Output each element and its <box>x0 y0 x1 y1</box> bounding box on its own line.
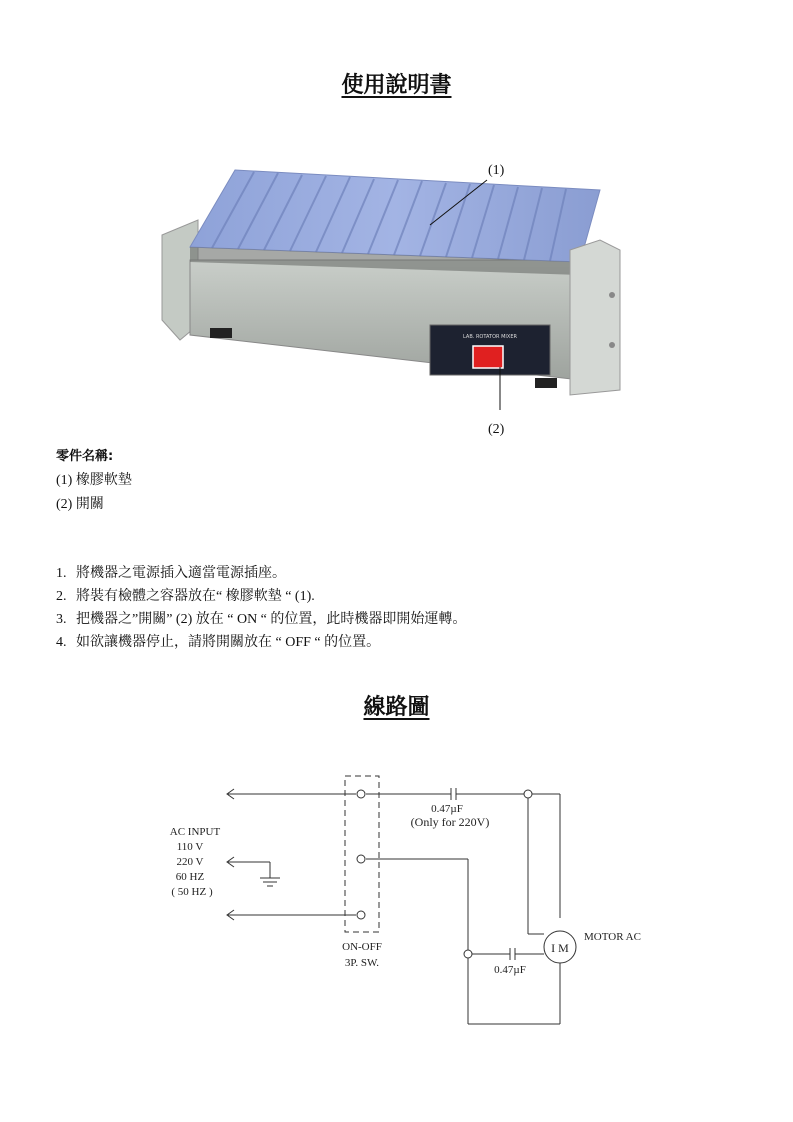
cap-top-value: 0.47µF <box>431 803 463 815</box>
motor-label: MOTOR AC <box>584 931 641 943</box>
step-item: 1. 將機器之電源插入適當電源插座。 <box>56 566 286 581</box>
part-item: (1) 橡膠軟墊 <box>56 473 132 488</box>
parts-list <box>56 445 132 517</box>
motor-symbol-text: I M <box>551 941 569 955</box>
product-photo <box>150 150 650 420</box>
ac-voltage-220: 220 V <box>176 856 204 868</box>
instruction-steps <box>56 562 466 654</box>
step-item: 4. 如欲讓機器停止，請將開關放在 “ OFF “ 的位置。 <box>56 635 381 650</box>
step-item: 2. 將裝有檢體之容器放在“ 橡膠軟墊 “ (1). <box>56 589 315 604</box>
circuit-title: 線路圖 <box>363 694 430 720</box>
switch-type: 3P. SW. <box>344 957 380 969</box>
switch-label: ON-OFF <box>342 941 382 953</box>
cap-bottom-value: 0.47µF <box>494 964 526 976</box>
panel-text: LAB. ROTATOR MIXER <box>463 334 517 340</box>
cap-top-note: (Only for 220V) <box>410 815 490 829</box>
part-item: (2) 開關 <box>56 497 104 512</box>
step-item: 3. 把機器之”開關” (2) 放在 “ ON “ 的位置，此時機器即開始運轉。 <box>56 612 467 627</box>
callout-1: (1) <box>488 163 505 178</box>
callout-2: (2) <box>488 422 505 437</box>
circuit-diagram <box>150 770 670 1040</box>
parts-heading: 零件名稱: <box>56 449 114 464</box>
ac-voltage-110: 110 V <box>176 841 204 853</box>
ac-freq-60: 60 HZ <box>175 871 205 883</box>
ac-input-label: AC INPUT <box>169 826 221 838</box>
ac-freq-50: ( 50 HZ ) <box>171 886 213 898</box>
page-title: 使用說明書 <box>341 72 452 98</box>
